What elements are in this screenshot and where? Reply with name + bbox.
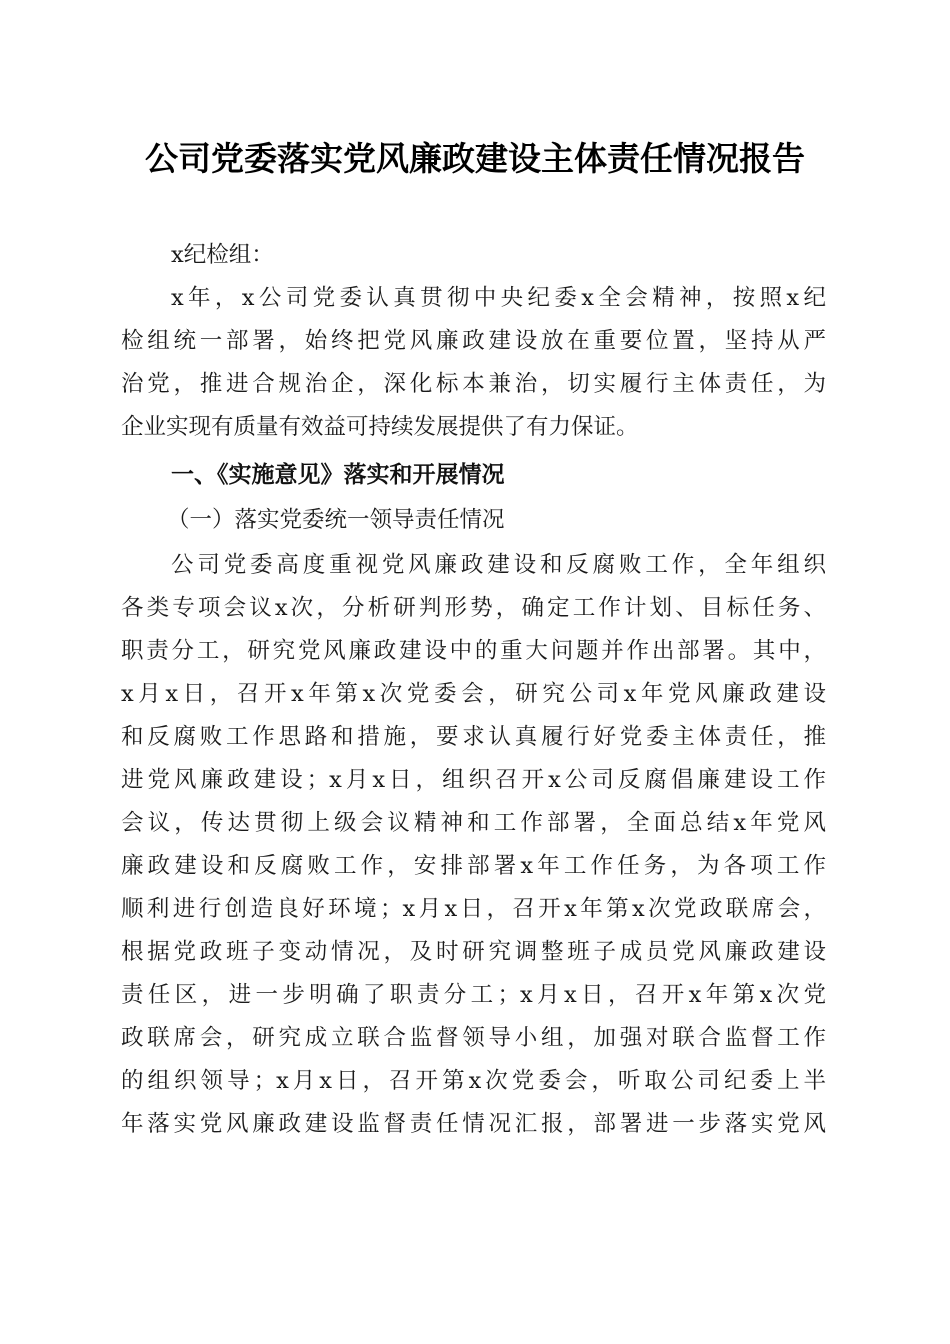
document-title: 公司党委落实党风廉政建设主体责任情况报告 <box>145 139 805 178</box>
intro-line: x年，x公司党委认真贯彻中央纪委x全会精神，按照x纪 <box>171 285 826 311</box>
body-line: 政联席会，研究成立联合监督领导小组，加强对联合监督工作 <box>121 1025 826 1051</box>
body-line: 廉政建设和反腐败工作，安排部署x年工作任务，为各项工作 <box>121 853 826 879</box>
section-heading: 一、《实施意见》落实和开展情况 <box>171 462 505 488</box>
body-line: 会议，传达贯彻上级会议精神和工作部署，全面总结x年党风 <box>121 810 826 836</box>
intro-line: 治党，推进合规治企，深化标本兼治，切实履行主体责任，为 <box>121 371 826 397</box>
subsection-heading: （一）落实党委统一领导责任情况 <box>167 507 505 533</box>
body-line: 各类专项会议x次，分析研判形势，确定工作计划、目标任务、 <box>121 595 826 621</box>
intro-line: 企业实现有质量有效益可持续发展提供了有力保证。 <box>121 414 639 440</box>
body-line: 的组织领导；x月x日，召开第x次党委会，听取公司纪委上半 <box>121 1068 826 1094</box>
body-line: 公司党委高度重视党风廉政建设和反腐败工作，全年组织 <box>171 552 826 578</box>
intro-line: 检组统一部署，始终把党风廉政建设放在重要位置，坚持从严 <box>121 328 826 354</box>
body-line: 和反腐败工作思路和措施，要求认真履行好党委主体责任，推 <box>121 724 826 750</box>
body-line: 顺利进行创造良好环境；x月x日，召开x年第x次党政联席会， <box>121 896 826 922</box>
salutation: x纪检组： <box>171 242 274 268</box>
body-line: 年落实党风廉政建设监督责任情况汇报，部署进一步落实党风 <box>121 1111 826 1137</box>
body-line: 根据党政班子变动情况，及时研究调整班子成员党风廉政建设 <box>121 939 826 965</box>
body-line: 职责分工，研究党风廉政建设中的重大问题并作出部署。其中， <box>121 638 826 664</box>
body-line: 责任区，进一步明确了职责分工；x月x日，召开x年第x次党 <box>121 982 826 1008</box>
body-line: x月x日，召开x年第x次党委会，研究公司x年党风廉政建设 <box>121 681 826 707</box>
body-line: 进党风廉政建设；x月x日，组织召开x公司反腐倡廉建设工作 <box>121 767 826 793</box>
